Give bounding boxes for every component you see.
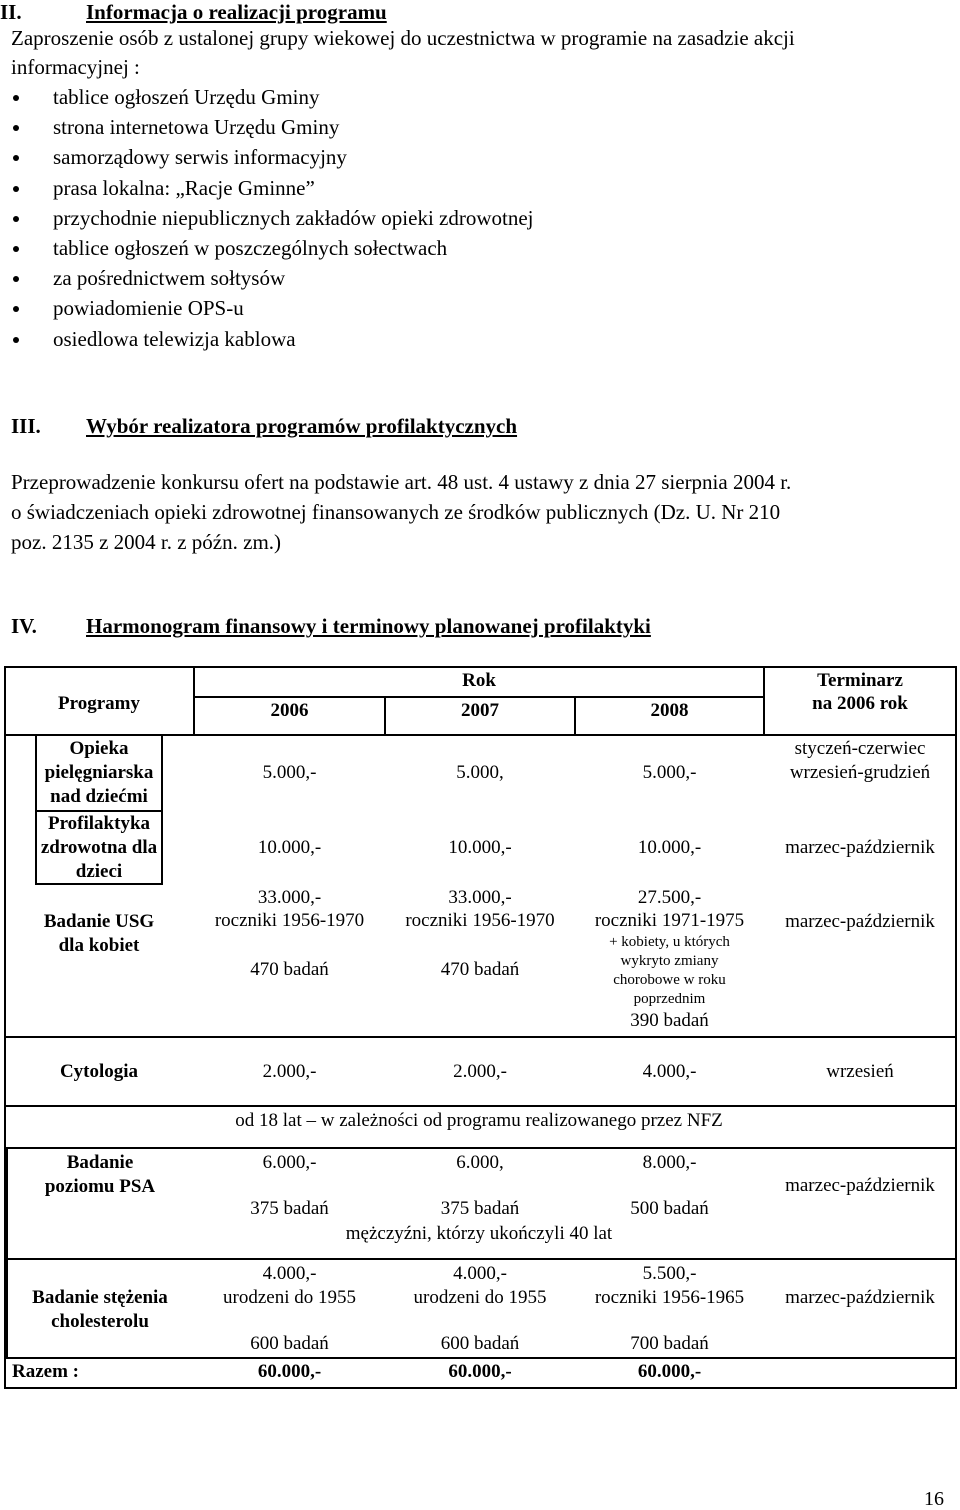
bullet-icon [13,246,19,252]
column-header-2007: 2007 [461,700,499,721]
schedule-value: wrzesień [826,1061,894,1082]
section-4-title: Harmonogram finansowy i terminowy planowanej profilaktyki [86,614,651,638]
column-header-2006: 2006 [270,700,309,721]
value-2006: 33.000,- [257,887,322,908]
schedule-value: styczeń-czerwiec [794,738,926,759]
section-3-line-1: Przeprowadzenie konkursu ofert na podstawie art. 48 ust. 4 ustawy z dnia 27 sierpnia 2004 r. [11,470,792,494]
value-2006: 5.000,- [262,762,317,783]
total-label: Razem : [12,1361,79,1382]
schedule-value: marzec-październik [785,837,935,858]
schedule-value: marzec-październik [785,911,935,932]
program-name: cholesterolu [51,1311,149,1332]
program-name: Badanie [66,1152,134,1173]
value-2006: 2.000,- [262,1061,317,1082]
program-name: Badanie USG [43,911,155,932]
bullet-icon [13,337,19,343]
bullet-icon [13,216,19,222]
program-name: dzieci [75,861,123,882]
section-2-number: II. [0,0,22,24]
bullet-icon [13,125,19,131]
bullet-icon [13,95,19,101]
section-3-line-2: o świadczeniach opieki zdrowotnej finansowanych ze środków publicznych (Dz. U. Nr 210 [11,500,781,524]
program-name: zdrowotna dla [40,837,158,858]
list-item: prasa lokalna: „Racje Gminne” [0,173,534,203]
section-3-number: III. [11,414,41,438]
cohort-2007: urodzeni do 1955 [413,1287,547,1308]
column-header-2008: 2008 [650,700,689,721]
program-name: pielęgniarska [44,762,154,783]
bullet-icon [13,306,19,312]
program-name: dla kobiet [58,935,140,956]
program-name: poziomu PSA [44,1176,156,1197]
cohort-2006: roczniki 1956-1970 [214,910,365,931]
cohort-note: poprzednim [633,991,706,1007]
information-channels-list [0,82,534,354]
cohort-2006: urodzeni do 1955 [223,1287,356,1308]
exam-count-2006: 470 badań [250,959,329,980]
list-item: osiedlowa telewizja kablowa [0,324,534,354]
list-item: tablice ogłoszeń Urzędu Gminy [0,82,534,112]
exam-count-2007: 600 badań [440,1333,520,1354]
program-name: Opieka [69,738,129,759]
value-2006: 10.000,- [257,837,322,858]
list-item: strona internetowa Urzędu Gminy [0,112,534,142]
page-number: 16 [924,1488,944,1510]
total-2007: 60.000,- [448,1361,512,1382]
column-header-programs: Programy [58,693,140,714]
section-4-number: IV. [11,614,37,638]
schedule-value: wrzesień-grudzień [789,762,931,783]
section-2-intro-line-2: informacyjnej : [11,55,140,79]
exam-count-2006: 375 badań [250,1198,329,1219]
value-2008: 27.500,- [637,887,702,908]
program-name: Profilaktyka [47,813,151,834]
exam-count-2007: 470 badań [440,959,520,980]
value-2007: 2.000,- [453,1061,507,1082]
value-2007: 5.000, [456,762,504,783]
section-3-title: Wybór realizatora programów profilaktycznych [86,414,518,438]
program-name: Cytologia [59,1061,139,1082]
list-item: powiadomienie OPS-u [0,293,534,323]
value-2008: 5.500,- [642,1263,697,1284]
column-header-schedule-year: na 2006 rok [812,693,908,714]
exam-count-2008: 700 badań [630,1333,709,1354]
value-2007: 10.000,- [448,837,512,858]
cohort-note: chorobowe w roku [613,972,726,988]
value-2008: 8.000,- [642,1152,697,1173]
cohort-note: wykryto zmiany [620,953,719,969]
value-2008: 5.000,- [642,762,697,783]
exam-count-2007: 375 badań [440,1198,520,1219]
value-2006: 4.000,- [262,1263,317,1284]
bullet-icon [13,276,19,282]
bullet-icon [13,155,19,161]
list-item: za pośrednictwem sołtysów [0,263,534,293]
value-2007: 33.000,- [448,887,512,908]
program-name: nad dziećmi [50,786,148,807]
list-item: przychodnie niepublicznych zakładów opieki zdrowotnej [0,203,534,233]
schedule-value: marzec-październik [785,1175,935,1196]
list-item: tablice ogłoszeń w poszczególnych sołectwach [0,233,534,263]
value-2006: 6.000,- [262,1152,317,1173]
cohort-2008: roczniki 1971-1975 [594,910,745,931]
list-item: samorządowy serwis informacyjny [0,142,534,172]
program-name: Badanie stężenia [32,1287,168,1308]
value-2007: 6.000, [456,1152,504,1173]
cytology-note: od 18 lat – w zależności od programu realizowanego przez NFZ [235,1110,723,1131]
value-2007: 4.000,- [453,1263,507,1284]
total-2008: 60.000,- [637,1361,702,1382]
exam-count-2008: 500 badań [630,1198,709,1219]
bullet-icon [13,186,19,192]
column-header-schedule: Terminarz [817,670,903,691]
total-2006: 60.000,- [257,1361,322,1382]
cohort-2007: roczniki 1956-1970 [405,910,555,931]
value-2008: 10.000,- [637,837,702,858]
section-2-intro-line-1: Zaproszenie osób z ustalonej grupy wiekowej do uczestnictwa w programie na zasadzie akcji [11,26,795,50]
cohort-2008: roczniki 1956-1965 [594,1287,745,1308]
section-3-line-3: poz. 2135 z 2004 r. z późn. zm.) [11,530,282,554]
cohort-note: + kobiety, u których [609,934,730,950]
column-header-year: Rok [462,670,496,691]
value-2008: 4.000,- [642,1061,697,1082]
section-2-title: Informacja o realizacji programu [86,0,387,24]
psa-note: mężczyźni, którzy ukończyli 40 lat [345,1223,613,1244]
schedule-value: marzec-październik [785,1287,935,1308]
exam-count-2008: 390 badań [630,1010,709,1031]
exam-count-2006: 600 badań [250,1333,329,1354]
